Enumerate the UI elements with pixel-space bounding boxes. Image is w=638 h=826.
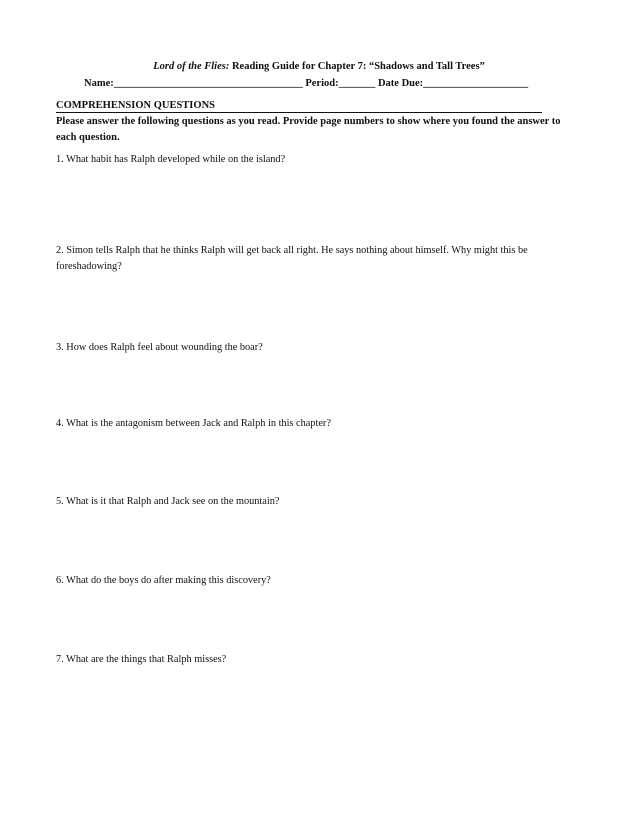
book-title: Lord of the Flies: [153, 61, 230, 72]
student-info-line: Name:____________________________________ Period:_______ Date Due:____________________ [84, 78, 529, 89]
question-3: 3. How does Ralph feel about wounding the boar? [56, 342, 263, 353]
instructions: Please answer the following questions as you read. Provide page numbers to show where you found the answer to each question. [56, 116, 561, 143]
question-5: 5. What is it that Ralph and Jack see on the mountain? [56, 496, 280, 507]
question-4: 4. What is the antagonism between Jack and Ralph in this chapter? [56, 418, 331, 429]
question-7: 7. What are the things that Ralph misses? [56, 654, 227, 665]
title-subtext: Reading Guide for Chapter 7: “Shadows and Tall Trees” [229, 61, 485, 72]
question-2: 2. Simon tells Ralph that he thinks Ralph will get back all right. He says nothing about himself. Why might this be foreshadowing? [56, 245, 528, 272]
question-6: 6. What do the boys do after making this discovery? [56, 575, 271, 586]
section-heading: COMPREHENSION QUESTIONS [56, 100, 542, 113]
question-1: 1. What habit has Ralph developed while on the island? [56, 154, 286, 165]
worksheet-title [0, 61, 638, 72]
